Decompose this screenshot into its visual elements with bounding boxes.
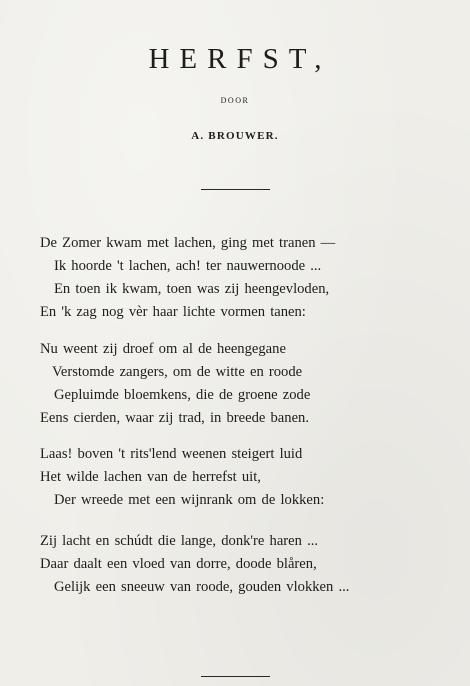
poem-line: Laas! boven 't rits'lend weenen steigert luid (40, 446, 303, 462)
poem-title: HERFST, (148, 43, 332, 75)
poem-line: Nu weent zij droef om al de heengegane (40, 341, 286, 357)
poem-line: Eens cierden, waar zij trad, in breede banen. (40, 410, 310, 426)
poem-line: Daar daalt een vloed van dorre, doode blåren, (40, 556, 317, 572)
poem-line: En toen ik kwam, toen was zij heengevloden, (54, 281, 330, 297)
poem-line: En 'k zag nog vèr haar lichte vormen tanen: (40, 304, 306, 320)
poem-line: Verstomde zangers, om de witte en roode (52, 364, 303, 380)
top-divider (201, 189, 270, 190)
poem-line: Zij lacht en schúdt die lange, donk're haren ... (40, 533, 319, 549)
poem-line: Ik hoorde 't lachen, ach! ter nauwernoode ... (54, 258, 322, 274)
poem-line: Het wilde lachen van de herrefst uit, (40, 469, 261, 485)
poem-line: Der wreede met een wijnrank om de lokken: (54, 492, 325, 508)
poem-line: Gelijk een sneeuw van roode, gouden vlokken ... (54, 579, 350, 595)
poem-line: De Zomer kwam met lachen, ging met tranen — (40, 235, 336, 251)
author-name: A. BROUWER. (191, 130, 279, 142)
poem-line: Gepluimde bloemkens, die de groene zode (54, 387, 311, 403)
byline: DOOR (220, 96, 250, 105)
bottom-divider (201, 676, 270, 677)
